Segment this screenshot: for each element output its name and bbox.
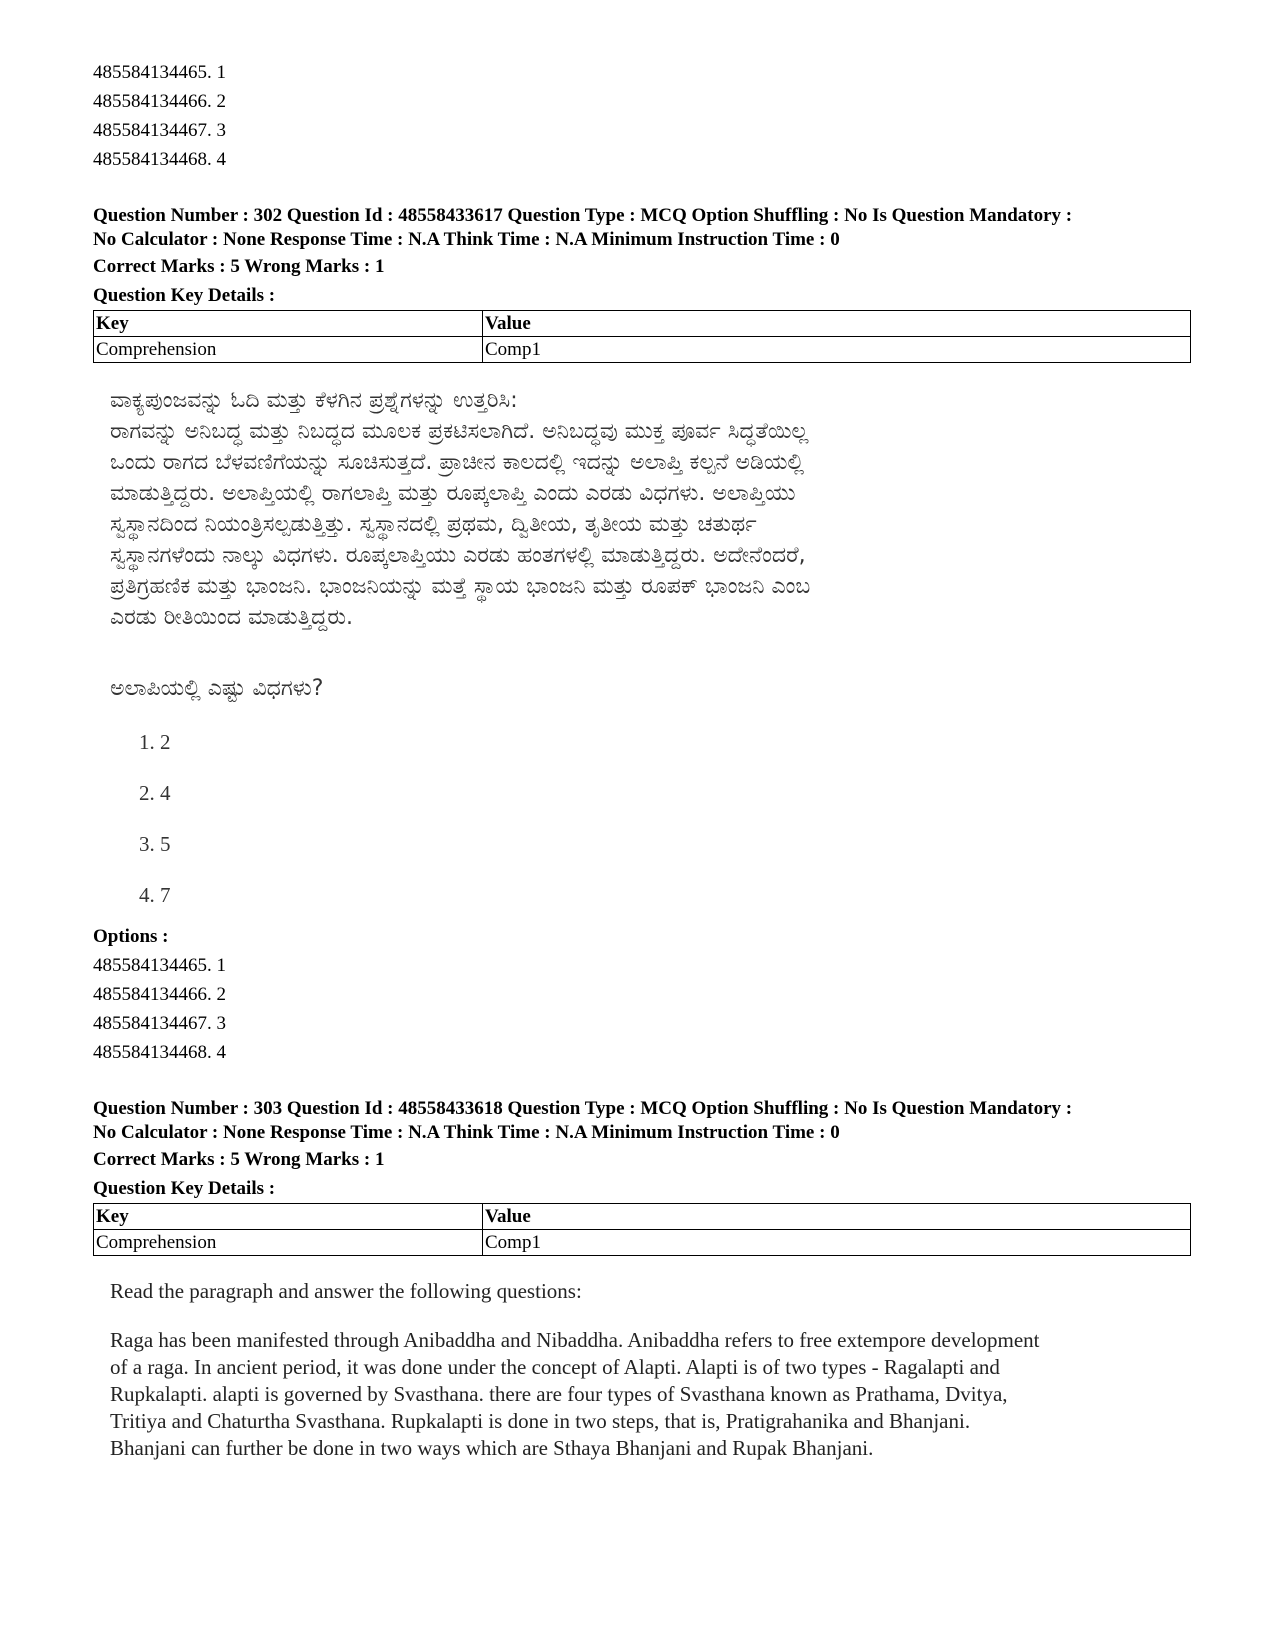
table-cell-value: Comp1	[483, 337, 1191, 363]
key-details-table	[93, 310, 1191, 363]
previous-options-list	[93, 58, 1191, 174]
passage-line: ಪ್ರತಿಗ್ರಹಣಿಕ ಮತ್ತು ಭಾಂಜನಿ. ಭಾಂಜನಿಯನ್ನು ಮತ್ತೆ ಸ್ಥಾಯ ಭಾಂಜನಿ ಮತ್ತು ರೂಪಕ್ ಭಾಂಜನಿ ಎಂಬ	[110, 574, 811, 599]
kannada-passage	[110, 385, 1185, 633]
question-meta-line-1: Question Number : 303 Question Id : 48558433618 Question Type : MCQ Option Shuffling : No Is Question Mandatory :	[93, 1098, 1073, 1119]
option-line: 485584134467. 3	[93, 1013, 226, 1034]
passage-line: ಒಂದು ರಾಗದ ಬೆಳವಣಿಗೆಯನ್ನು ಸೂಚಿಸುತ್ತದೆ. ಪ್ರಾಚೀನ ಕಾಲದಲ್ಲಿ ಇದನ್ನು ಅಲಾಪ್ತಿ ಕಲ್ಪನೆ ಅಡಿಯಲ್ಲಿ	[110, 450, 805, 475]
passage-line: of a raga. In ancient period, it was done under the concept of Alapti. Alapti is of two types - Ragalapti and	[110, 1355, 1000, 1379]
option-line: 485584134468. 4	[93, 149, 226, 170]
table-header-value: Value	[483, 311, 1191, 337]
table-cell-key: Comprehension	[94, 1230, 483, 1256]
table-header-key: Key	[94, 311, 483, 337]
table-header-value: Value	[483, 1204, 1191, 1230]
table-header-key: Key	[94, 1204, 483, 1230]
question-303	[93, 1097, 1191, 1462]
passage-line: ಸ್ವಸ್ಥಾನಗಳೆಂದು ನಾಲ್ಕು ವಿಧಗಳು. ರೂಪ್ಕಲಾಪ್ತಿಯು ಎರಡು ಹಂತಗಳಲ್ಲಿ ಮಾಡುತ್ತಿದ್ದರು. ಅದೇನೆಂದರೆ,	[110, 543, 806, 568]
answer-choice: 4. 7	[139, 883, 171, 907]
answer-choice: 1. 2	[139, 730, 171, 754]
options-list	[93, 951, 1191, 1067]
question-meta-line-2: No Calculator : None Response Time : N.A Think Time : N.A Minimum Instruction Time : 0	[93, 1122, 840, 1143]
option-line: 485584134465. 1	[93, 955, 226, 976]
passage-line: Raga has been manifested through Anibaddha and Nibaddha. Anibaddha refers to free extempore development	[110, 1328, 1040, 1352]
question-meta-line-1: Question Number : 302 Question Id : 48558433617 Question Type : MCQ Option Shuffling : No Is Question Mandatory :	[93, 205, 1073, 226]
passage-line: ರಾಗವನ್ನು ಅನಿಬದ್ಧ ಮತ್ತು ನಿಬದ್ಧದ ಮೂಲಕ ಪ್ರಕಟಿಸಲಾಗಿದೆ. ಅನಿಬದ್ಧವು ಮುಕ್ತ ಪೂರ್ವ ಸಿದ್ಧತೆಯಿಲ್ಲ	[110, 419, 809, 444]
passage-line: ಮಾಡುತ್ತಿದ್ದರು. ಅಲಾಪ್ತಿಯಲ್ಲಿ ರಾಗಲಾಪ್ತಿ ಮತ್ತು ರೂಪ್ಕಲಾಪ್ತಿ ಎಂದು ಎರಡು ವಿಧಗಳು. ಅಲಾಪ್ತಿಯು	[110, 481, 796, 506]
table-cell-value: Comp1	[483, 1230, 1191, 1256]
marks-line: Correct Marks : 5 Wrong Marks : 1	[93, 1149, 385, 1170]
question-text: ಅಲಾಪಿಯಲ್ಲಿ ಎಷ್ಟು ವಿಧಗಳು?	[110, 676, 324, 701]
answer-choice: 2. 4	[139, 781, 171, 805]
document-page	[93, 58, 1191, 1462]
key-details-label: Question Key Details :	[93, 285, 276, 306]
english-passage	[110, 1327, 1185, 1462]
option-line: 485584134467. 3	[93, 120, 226, 141]
option-line: 485584134468. 4	[93, 1042, 226, 1063]
key-details-label: Question Key Details :	[93, 1178, 276, 1199]
passage-line: Rupkalapti. alapti is governed by Svasthana. there are four types of Svasthana known as Prathama, Dvitya,	[110, 1382, 1008, 1406]
answer-choices	[93, 729, 1191, 908]
key-details-table	[93, 1203, 1191, 1256]
marks-line: Correct Marks : 5 Wrong Marks : 1	[93, 256, 385, 277]
passage-line: ವಾಕ್ಯಪುಂಜವನ್ನು ಓದಿ ಮತ್ತು ಕೆಳಗಿನ ಪ್ರಶ್ನೆಗಳನ್ನು ಉತ್ತರಿಸಿ:	[110, 388, 518, 413]
option-line: 485584134466. 2	[93, 91, 226, 112]
options-label: Options :	[93, 926, 169, 947]
answer-choice: 3. 5	[139, 832, 171, 856]
question-meta-line-2: No Calculator : None Response Time : N.A Think Time : N.A Minimum Instruction Time : 0	[93, 229, 840, 250]
table-cell-key: Comprehension	[94, 337, 483, 363]
passage-line: ಸ್ವಸ್ಥಾನದಿಂದ ನಿಯಂತ್ರಿಸಲ್ಪಡುತ್ತಿತ್ತು. ಸ್ವಸ್ಥಾನದಲ್ಲಿ ಪ್ರಥಮ, ದ್ವಿತೀಯ, ತೃತೀಯ ಮತ್ತು ಚತುರ್ಥ	[110, 512, 757, 537]
passage-intro: Read the paragraph and answer the following questions:	[110, 1279, 582, 1303]
passage-line: Tritiya and Chaturtha Svasthana. Rupkalapti is done in two steps, that is, Pratigrahanika and Bhanjani.	[110, 1409, 971, 1433]
passage-line: ಎರಡು ರೀತಿಯಿಂದ ಮಾಡುತ್ತಿದ್ದರು.	[110, 605, 354, 630]
passage-line: Bhanjani can further be done in two ways which are Sthaya Bhanjani and Rupak Bhanjani.	[110, 1436, 874, 1460]
option-line: 485584134465. 1	[93, 62, 226, 83]
question-302	[93, 204, 1191, 1067]
option-line: 485584134466. 2	[93, 984, 226, 1005]
